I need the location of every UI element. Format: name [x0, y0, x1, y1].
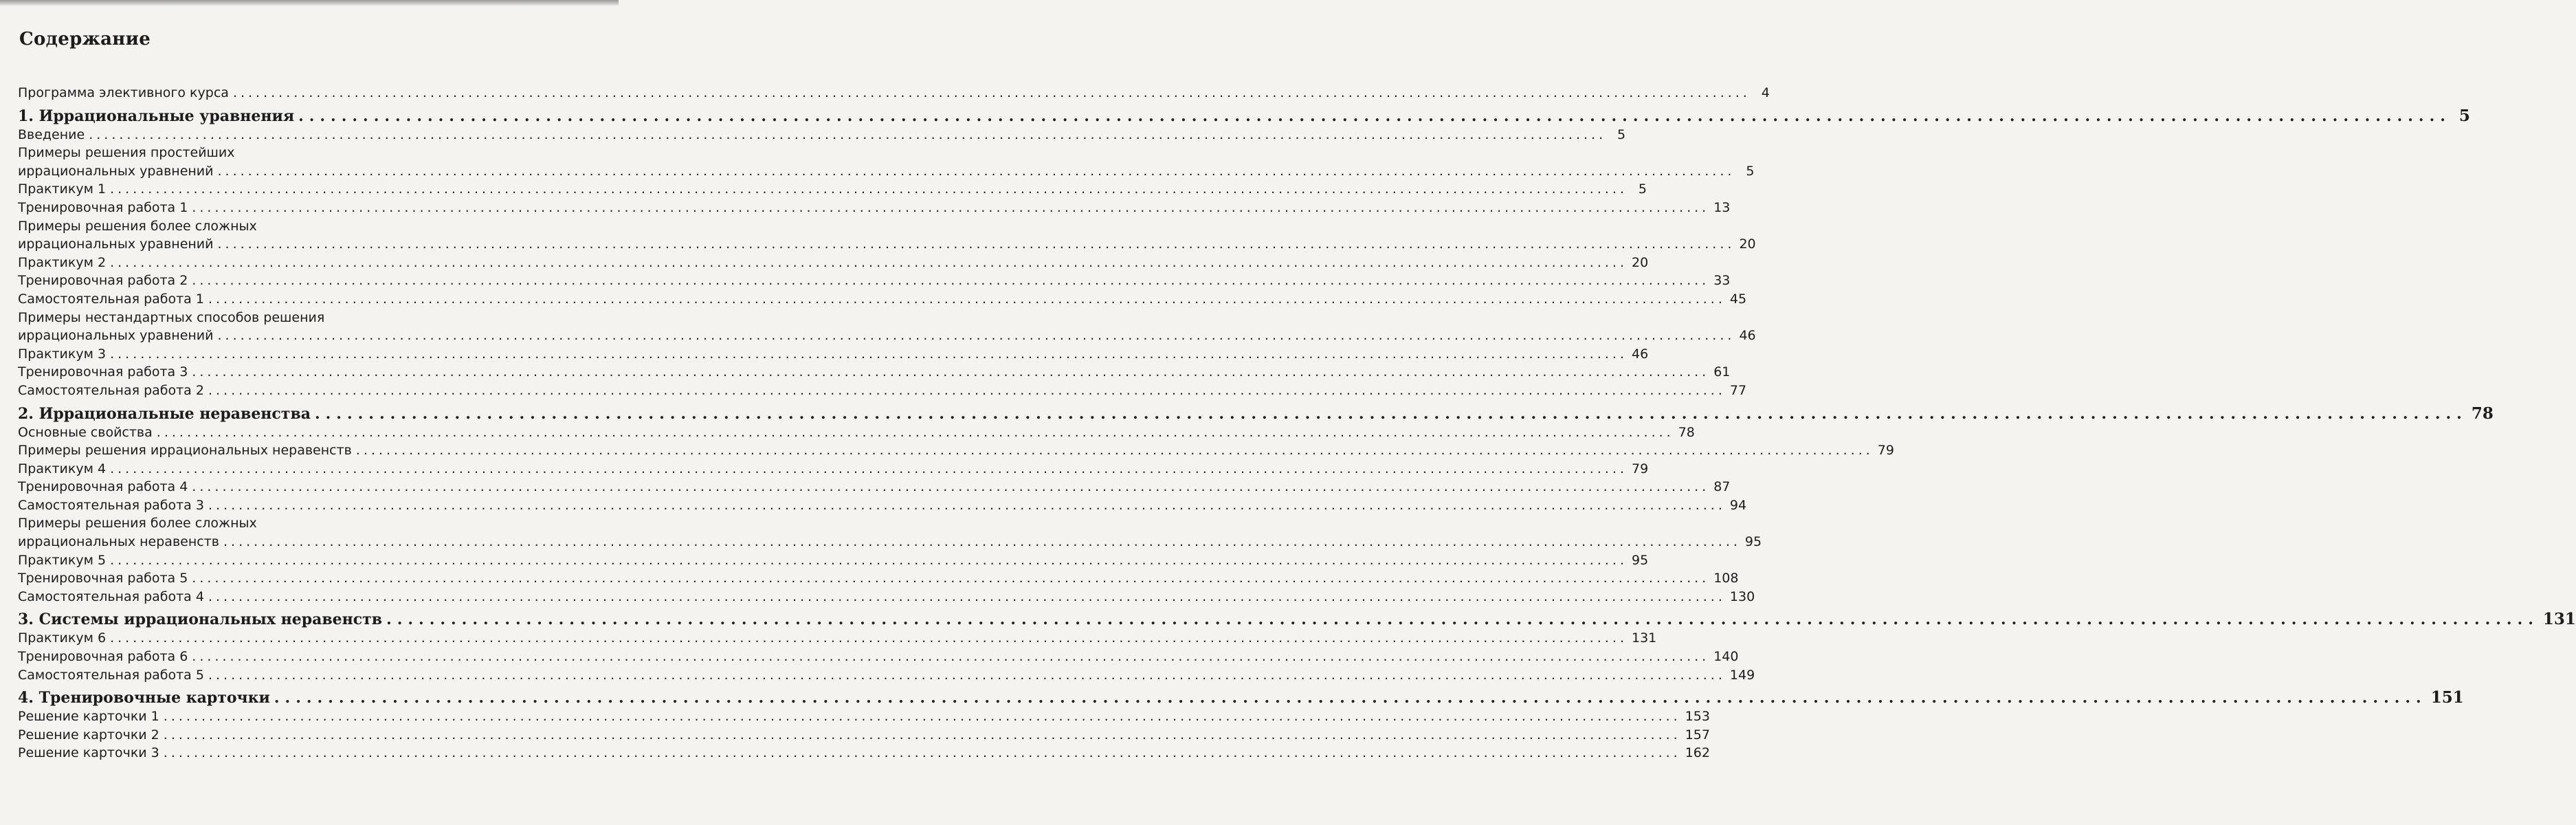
toc-entry-label: Тренировочная работа 1 [18, 199, 188, 215]
toc-page-number: 5 [1746, 163, 1755, 179]
toc-chapter-row [18, 610, 2576, 629]
toc-dot-leader: ........................................................................................................................................................................................................ [314, 404, 2467, 423]
toc-page-number: 131 [1632, 630, 1657, 646]
toc-entry-row [18, 533, 1762, 551]
toc-entry-label: Практикум 4 [18, 461, 107, 476]
table-of-contents [18, 84, 2576, 762]
toc-entry-label: Основные свойства [18, 424, 153, 440]
toc-page-number: 79 [1877, 443, 1894, 459]
toc-dot-leader: ........................................................................................................................................................................................................ [208, 497, 1726, 513]
toc-dot-leader: ........................................................................................................................................................................................................ [163, 727, 1681, 742]
toc-page-number: 33 [1713, 273, 1731, 289]
toc-entry-label: Решение карточки 3 [18, 745, 159, 761]
page-title: Содержание [19, 29, 151, 50]
toc-page-number: 87 [1713, 479, 1731, 495]
toc-entry-multiline [18, 217, 1756, 254]
toc-entry-label: Решение карточки 1 [18, 709, 159, 725]
toc-dot-leader: ........................................................................................................................................................................................................ [89, 126, 1607, 142]
toc-entry-label: иррациональных неравенств [18, 534, 219, 550]
toc-entry-label: Примеры решения иррациональных неравенств [18, 443, 352, 459]
toc-entry-label: Тренировочная работа 4 [18, 479, 188, 495]
toc-page-number: 46 [1739, 328, 1756, 344]
toc-dot-leader: ........................................................................................................................................................................................................ [110, 346, 1628, 362]
toc-dot-leader: ........................................................................................................................................................................................................ [110, 630, 1628, 646]
toc-chapter-label: 1. Иррациональные уравнения [18, 107, 295, 125]
toc-entry-multiline [18, 514, 1762, 551]
toc-page-number: 108 [1713, 571, 1739, 586]
toc-dot-leader: ........................................................................................................................................................................................................ [163, 709, 1681, 725]
toc-dot-leader: ........................................................................................................................................................................................................ [208, 667, 1726, 683]
toc-entry-label: Самостоятельная работа 4 [18, 588, 204, 604]
toc-dot-leader: ........................................................................................................................................................................................................ [298, 107, 2451, 125]
toc-dot-leader: ........................................................................................................................................................................................................ [110, 182, 1628, 197]
toc-entry-multiline [18, 309, 1756, 345]
toc-dot-leader: ........................................................................................................................................................................................................ [110, 552, 1628, 568]
toc-entry-row [18, 84, 1770, 102]
toc-dot-leader: ........................................................................................................................................................................................................ [232, 85, 1751, 100]
toc-dot-leader: ........................................................................................................................................................................................................ [217, 236, 1735, 252]
toc-page-number: 45 [1729, 291, 1747, 307]
toc-page-number: 130 [1729, 588, 1755, 604]
toc-entry-label: иррациональных уравнений [18, 236, 214, 252]
toc-dot-leader: ........................................................................................................................................................................................................ [208, 291, 1726, 307]
toc-entry-row [18, 441, 1894, 460]
toc-entry-label: Практикум 5 [18, 552, 107, 568]
toc-dot-leader: ........................................................................................................................................................................................................ [192, 199, 1710, 215]
toc-entry-row [18, 460, 1649, 478]
toc-page-number: 140 [1713, 649, 1739, 665]
toc-page-number: 79 [1632, 461, 1649, 476]
toc-entry-row [18, 382, 1747, 400]
toc-chapter-label: 4. Тренировочные карточки [18, 689, 270, 707]
toc-entry-label-line1: Примеры решения простейших [18, 145, 235, 161]
toc-entry-label: Практикум 3 [18, 346, 107, 362]
toc-entry-label: Решение карточки 2 [18, 727, 159, 742]
toc-page-number: 77 [1729, 382, 1747, 398]
toc-dot-leader: ........................................................................................................................................................................................................ [192, 364, 1710, 380]
toc-page-number: 5 [1617, 126, 1626, 142]
toc-chapter-row [18, 404, 2494, 424]
toc-page-number: 95 [1632, 552, 1649, 568]
toc-entry-row [18, 496, 1747, 515]
toc-entry-label: Тренировочная работа 3 [18, 364, 188, 380]
toc-page-number: 131 [2542, 610, 2576, 629]
toc-entry-label: Самостоятельная работа 2 [18, 382, 204, 398]
toc-dot-leader: ........................................................................................................................................................................................................ [386, 610, 2539, 629]
toc-page-number: 149 [1729, 667, 1755, 683]
toc-entry-row [18, 126, 1626, 144]
toc-entry-label: Тренировочная работа 6 [18, 649, 188, 665]
toc-page-number: 153 [1685, 709, 1710, 725]
toc-entry-label: иррациональных уравнений [18, 163, 214, 179]
toc-entry-row [18, 588, 1755, 606]
toc-entry-label: Практикум 2 [18, 254, 107, 270]
toc-dot-leader: ........................................................................................................................................................................................................ [355, 443, 1874, 459]
toc-entry-label: Введение [18, 126, 85, 142]
toc-page-number: 151 [2430, 688, 2464, 707]
toc-entry-row [18, 327, 1756, 345]
toc-page-number: 20 [1632, 254, 1649, 270]
toc-entry-label: иррациональных уравнений [18, 328, 214, 344]
toc-entry-row [18, 707, 1710, 726]
toc-entry-row [18, 199, 1731, 217]
toc-entry-label-line1: Примеры нестандартных способов решения [18, 309, 325, 325]
toc-entry-row [18, 648, 1739, 666]
toc-entry-label: Самостоятельная работа 3 [18, 497, 204, 513]
toc-entry-label: Практикум 1 [18, 182, 107, 197]
toc-dot-leader: ........................................................................................................................................................................................................ [208, 382, 1726, 398]
toc-entry-label-line1: Примеры решения более сложных [18, 218, 257, 234]
toc-entry-row [18, 629, 1657, 648]
toc-dot-leader: ........................................................................................................................................................................................................ [192, 571, 1710, 586]
toc-entry-row [18, 551, 1649, 570]
toc-chapter-row [18, 688, 2464, 707]
toc-page-number: 5 [1638, 182, 1647, 197]
toc-entry-row [18, 726, 1710, 745]
toc-entry-label: Программа элективного курса [18, 85, 229, 100]
toc-entry-row [18, 569, 1739, 588]
toc-entry-row [18, 744, 1710, 762]
toc-entry-label: Тренировочная работа 5 [18, 571, 188, 586]
toc-page-number: 46 [1632, 346, 1649, 362]
toc-dot-leader: ........................................................................................................................................................................................................ [163, 745, 1681, 761]
toc-chapter-label: 2. Иррациональные неравенства [18, 404, 311, 423]
toc-page-number: 5 [2458, 106, 2470, 125]
toc-page-number: 4 [1761, 85, 1770, 100]
toc-dot-leader: ........................................................................................................................................................................................................ [192, 649, 1710, 665]
toc-page-number: 94 [1729, 497, 1747, 513]
toc-entry-label: Самостоятельная работа 1 [18, 291, 204, 307]
toc-dot-leader: ........................................................................................................................................................................................................ [208, 588, 1726, 604]
toc-dot-leader: ........................................................................................................................................................................................................ [217, 328, 1735, 344]
toc-dot-leader: ........................................................................................................................................................................................................ [192, 479, 1710, 495]
toc-dot-leader: ........................................................................................................................................................................................................ [156, 424, 1674, 440]
toc-dot-leader: ........................................................................................................................................................................................................ [110, 254, 1628, 270]
toc-entry-row [18, 272, 1731, 290]
toc-page-number: 162 [1685, 745, 1710, 761]
toc-dot-leader: ........................................................................................................................................................................................................ [274, 689, 2427, 707]
toc-page-number: 61 [1713, 364, 1731, 380]
toc-page-number: 20 [1739, 236, 1756, 252]
toc-page-number: 157 [1685, 727, 1710, 742]
toc-entry-row [18, 290, 1747, 309]
toc-entry-row [18, 235, 1756, 254]
toc-chapter-label: 3. Системы иррациональных неравенств [18, 610, 383, 629]
toc-entry-row [18, 345, 1649, 364]
toc-entry-label: Практикум 6 [18, 630, 107, 646]
toc-entry-row [18, 666, 1755, 685]
toc-entry-label-line1: Примеры решения более сложных [18, 516, 257, 531]
toc-dot-leader: ........................................................................................................................................................................................................ [110, 461, 1628, 476]
toc-entry-row [18, 162, 1755, 181]
toc-dot-leader: ........................................................................................................................................................................................................ [223, 534, 1741, 550]
toc-entry-label: Тренировочная работа 2 [18, 273, 188, 289]
toc-entry-row [18, 424, 1695, 442]
toc-entry-row [18, 478, 1731, 496]
toc-page-number: 95 [1744, 534, 1762, 550]
toc-chapter-row [18, 106, 2470, 126]
toc-page-number: 78 [2471, 404, 2494, 423]
toc-dot-leader: ........................................................................................................................................................................................................ [192, 273, 1710, 289]
toc-entry-row [18, 254, 1649, 272]
toc-entry-multiline [18, 144, 1755, 180]
toc-page-number: 78 [1678, 424, 1695, 440]
page-top-edge [0, 0, 619, 6]
toc-dot-leader: ........................................................................................................................................................................................................ [217, 163, 1735, 179]
toc-entry-row [18, 363, 1731, 382]
toc-entry-row [18, 180, 1647, 199]
toc-entry-label: Самостоятельная работа 5 [18, 667, 204, 683]
toc-page-number: 13 [1713, 199, 1731, 215]
